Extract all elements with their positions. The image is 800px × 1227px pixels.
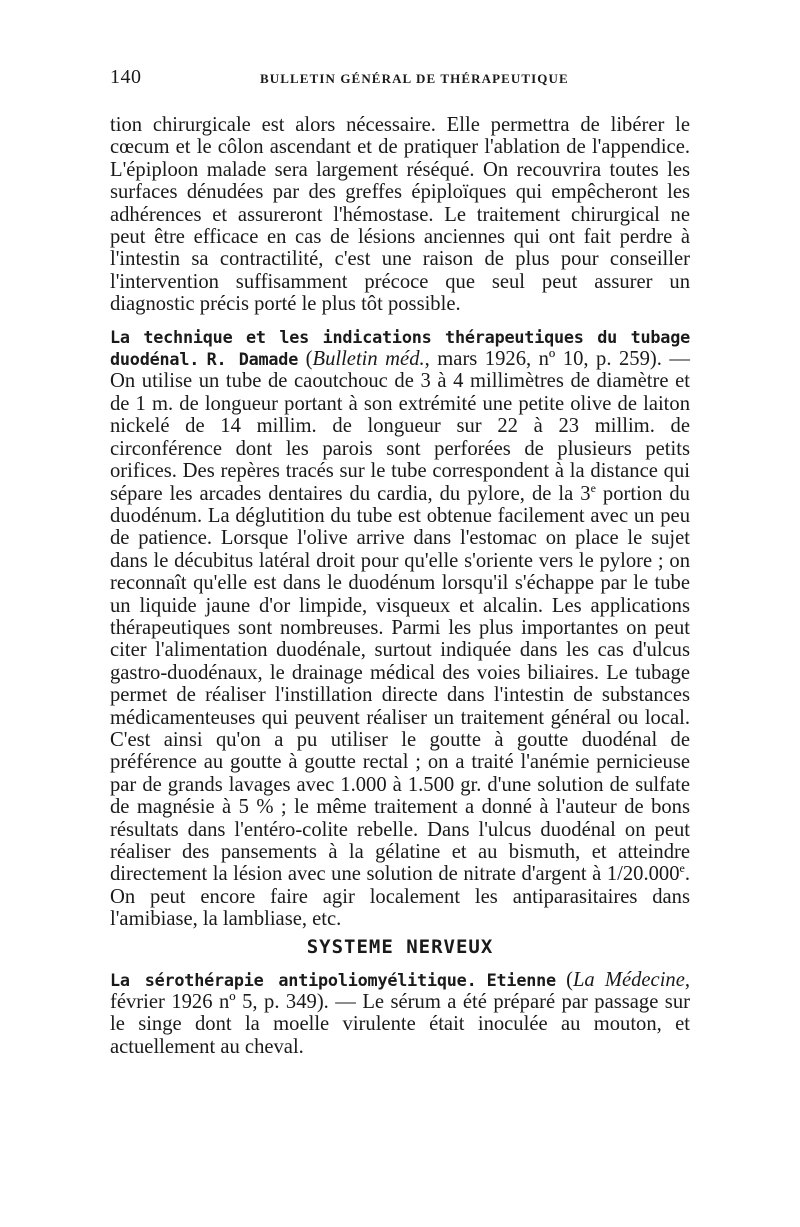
- source-open: (: [305, 348, 313, 371]
- journal-title: BULLETIN GÉNÉRAL DE THÉRAPEUTIQUE: [260, 71, 569, 86]
- ordinal-superscript: e: [590, 480, 596, 495]
- article-body: — Le sérum a été préparé par passage sur le singe dont la moelle virulente était inoculée au mouton, et actuellement au cheval.: [110, 991, 690, 1058]
- page: [110, 66, 690, 1058]
- paragraph-continued: tion chirurgicale est alors nécessaire. Elle permettra de libérer le cœcum et le côlon ascendant et de pratiquer l'ablation de l'appendice. L'épiploon malade sera largement réséqué. On recouvrira toutes les surfaces dénudées par des greffes épiploïques qui empêcheront les adhérences et assureront l'hémostase. Le traitement chirurgical ne peut être efficace en cas de lésions anciennes qui ont fait perdre à l'intestin sa contractilité, c'est une raison de plus pour conseiller l'intervention suffisamment précoce que seul peut assurer un diagnostic précis porté le plus tôt possible.: [110, 114, 690, 316]
- source-details: , février 1926 nº 5, p. 349).: [110, 968, 691, 1014]
- source-open: (: [566, 968, 573, 991]
- article-title: La sérothérapie antipoliomyélitique.: [110, 969, 477, 990]
- source-details: , mars 1926, nº 10, p. 259).: [424, 348, 662, 371]
- source-journal: Bulletin méd.: [312, 348, 425, 371]
- article-title: La technique et les indications thérapeutiques du tubage duodénal.: [110, 326, 690, 370]
- source-journal: La Médecine: [572, 968, 685, 991]
- article-body-c: . On peut encore faire agir localement les antiparasitaires dans l'amibiase, la lambliase, etc.: [110, 863, 690, 931]
- page-number: 140: [110, 66, 142, 88]
- article-author: R. Damade: [206, 349, 299, 370]
- article-body-b: portion du duodénum. La déglutition du tube est obtenue facilement avec un peu de patience. Lorsque l'olive arrive dans l'estomac on place le sujet dans le décubitus latéral droit pour qu'elle s'oriente vers le pylore ; on reconnaît qu'elle est dans le duodénum lorsqu'il s'échappe par le tube un liquide jaune d'or limpide, visqueux et alcalin. Les applications thérapeutiques sont nombreuses. Parmi les plus importantes on peut citer l'alimentation duodénale, surtout indiquée dans les cas d'ulcus gastro-duodénaux, le drainage médical des voies biliaires. Le tubage permet de réaliser l'instillation directe dans l'intestin de substances médicamenteuses qui peuvent réaliser un traitement général ou local. C'est ainsi qu'on a pu utiliser le goutte à goutte duodénal de préférence au goutte à goutte rectal ; on a traité l'anémie pernicieuse par de grands lavages avec 1.000 à 1.500 gr. d'une solution de sulfate de magnésie à 5 % ; le même traitement a donné à l'auteur de bons résultats dans l'entéro-colite rebelle. Dans l'ulcus duodénal on peut réaliser des pansements à la gélatine et au bismuth, et atteindre directement la lésion avec une solution de nitrate d'argent à 1/20.000: [110, 482, 690, 886]
- article-etienne: [110, 969, 690, 1059]
- article-damade: [110, 326, 690, 931]
- ordinal-superscript: e: [679, 861, 685, 876]
- article-body-a: — On utilise un tube de caoutchouc de 3 à 4 millimètres de diamètre et de 1 m. de longueur portant à son extrémité une petite olive de laiton nickelé de 14 millim. de longueur sur 22 à 23 millim. de circonférence dont les parois sont perforées de plusieurs petits orifices. Des repères tracés sur le tube correspondent à la distance qui sépare les arcades dentaires du cardia, du pylore, de la 3: [110, 348, 690, 505]
- section-heading: SYSTEME NERVEUX: [306, 935, 494, 958]
- running-head: [110, 66, 690, 96]
- article-author: Etienne: [486, 969, 556, 990]
